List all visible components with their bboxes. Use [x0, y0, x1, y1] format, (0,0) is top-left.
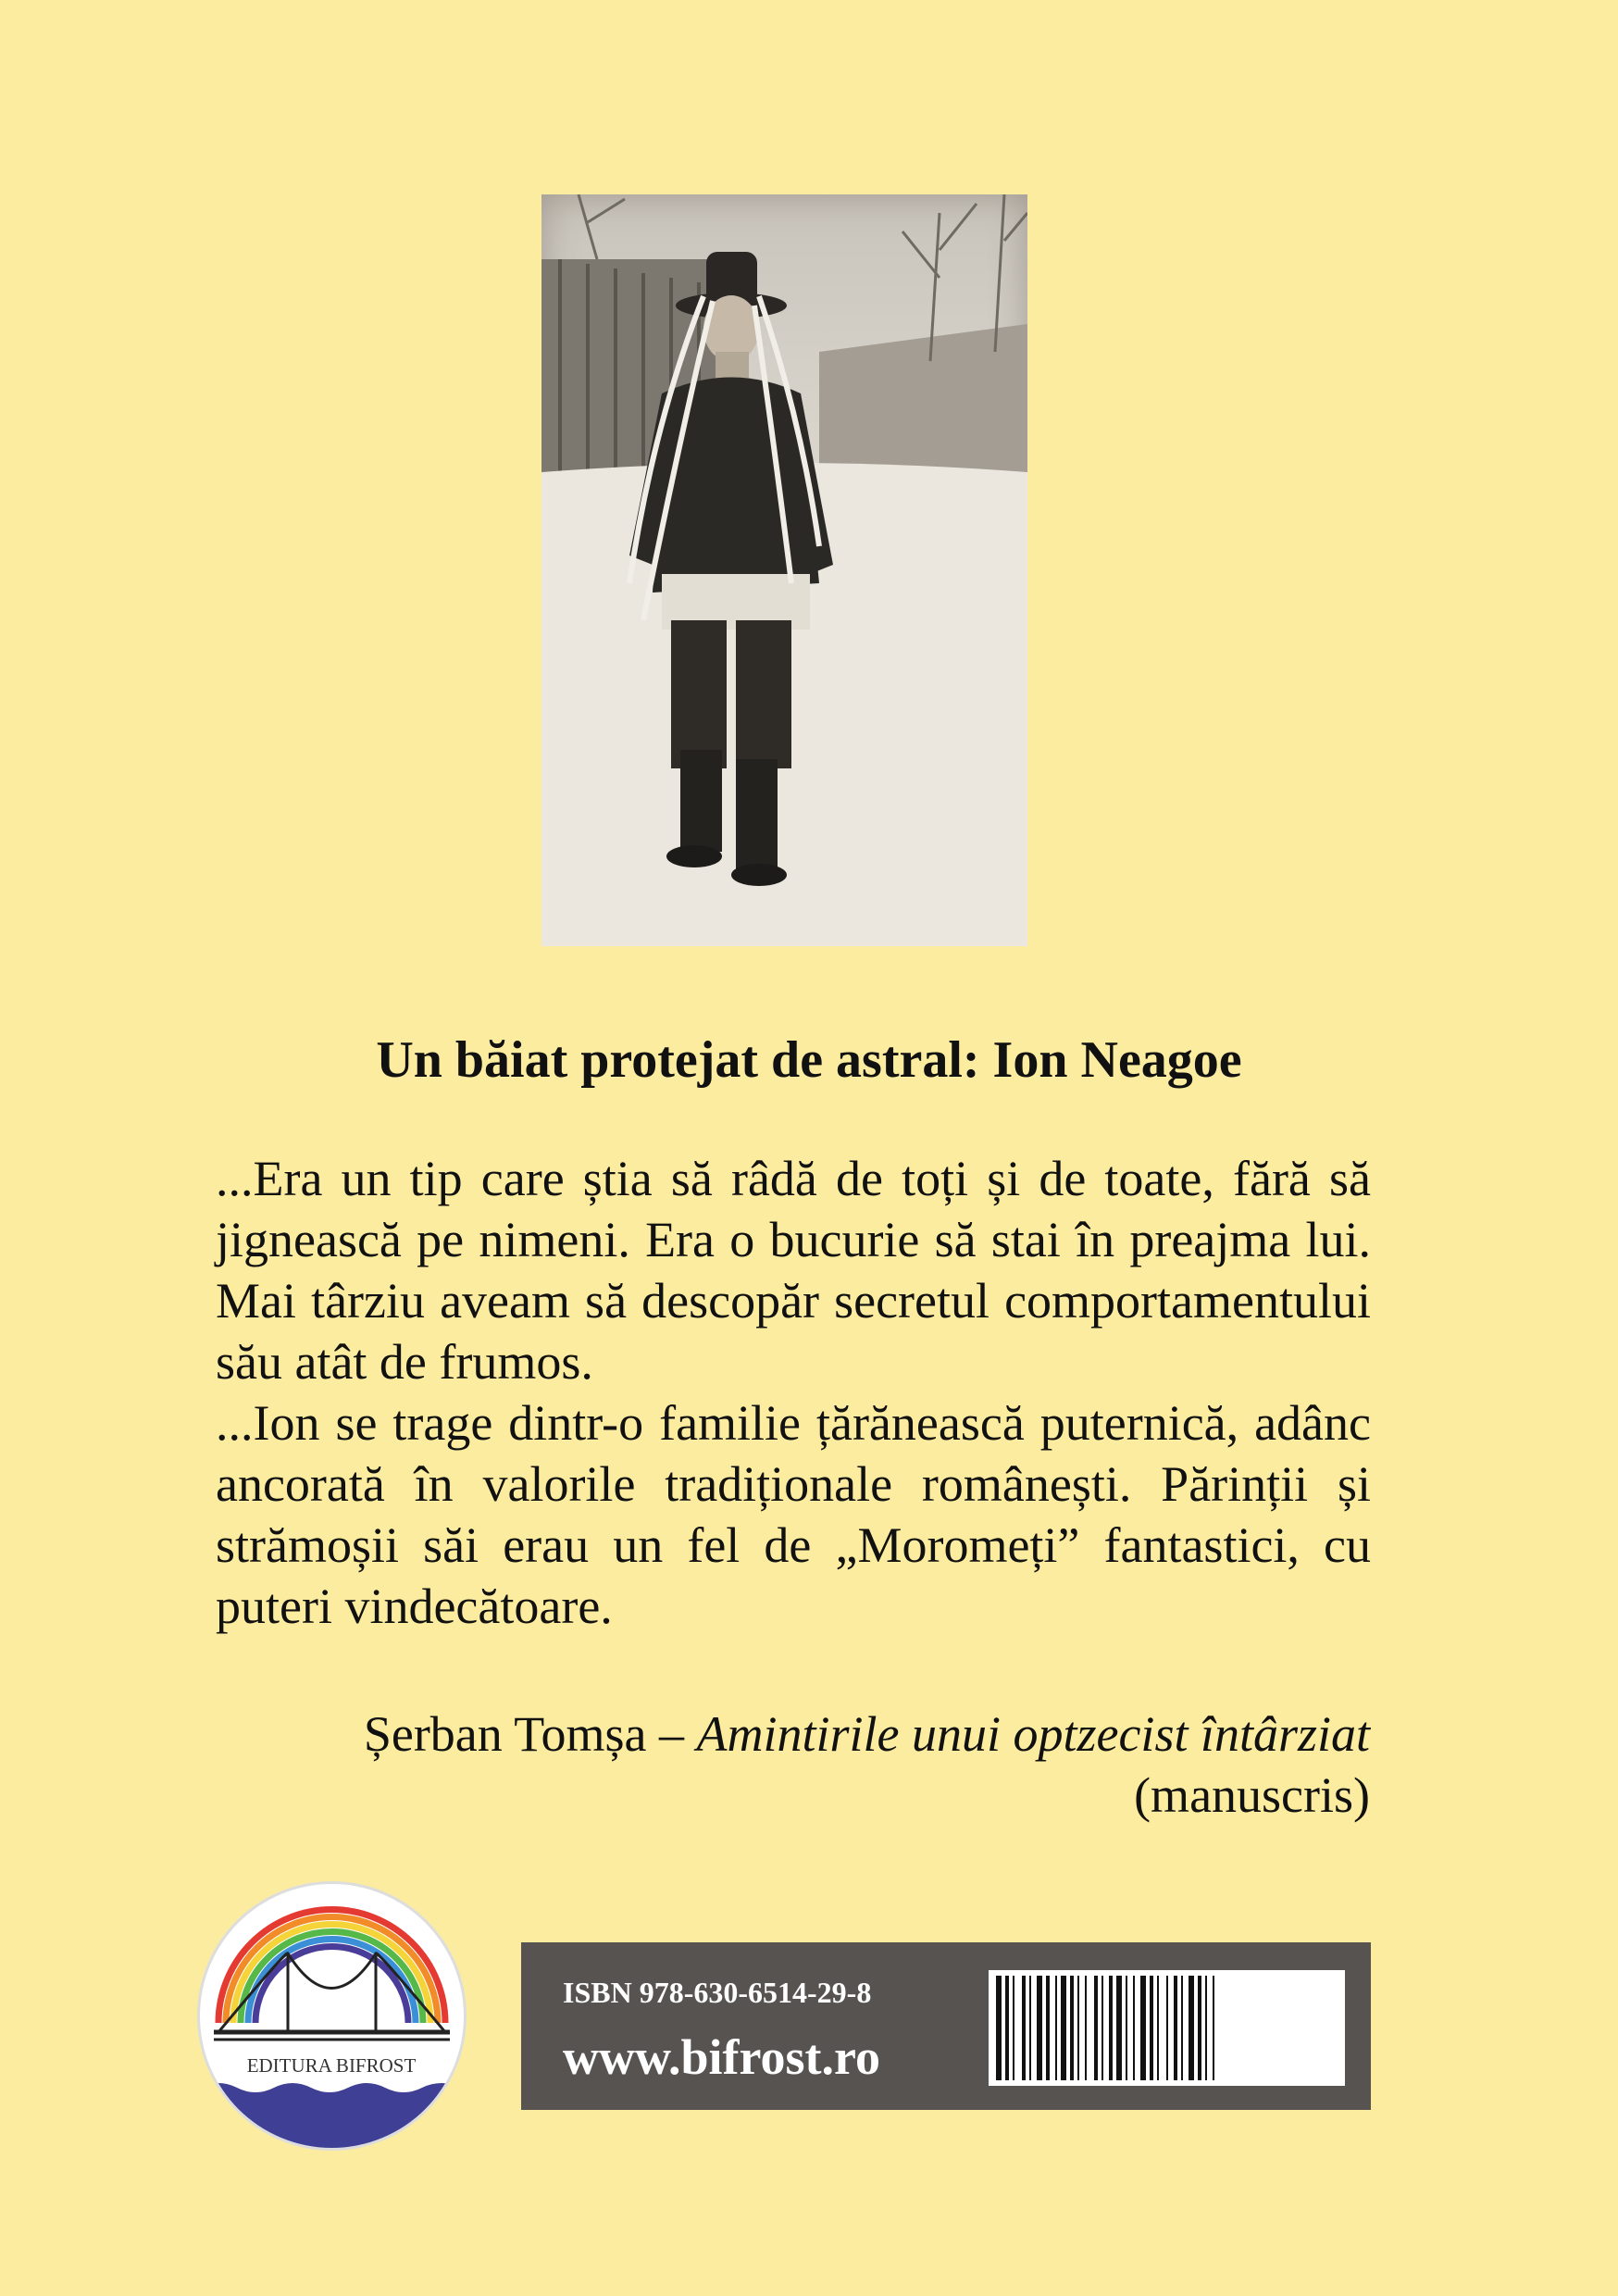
vintage-photo-young-man-in-snow-icon	[541, 194, 1027, 946]
publisher-logo	[200, 1884, 464, 2148]
attribution-note: (manuscris)	[1134, 1767, 1370, 1823]
book-title: Un băiat protejat de astral: Ion Neagoe	[376, 1031, 1242, 1089]
rainbow-bridge-logo-icon	[200, 1884, 464, 2148]
publisher-website: www.bifrost.ro	[563, 2029, 881, 2085]
barcode-icon	[989, 1970, 1345, 2086]
attribution-line	[167, 1703, 1370, 1765]
cover-photo	[541, 194, 1027, 946]
excerpt	[216, 1148, 1371, 1637]
attribution	[167, 1703, 1370, 1826]
excerpt-paragraph-2: ...Ion se trage dintr-o familie țărănească puternică, adânc ancorată în valorile tradiționale românești. Părinții și strămoșii săi erau un fel de „Moromeți” fantastici, cu puteri vindecătoare.	[216, 1395, 1371, 1634]
isbn-number: ISBN 978-630-6514-29-8	[563, 1976, 872, 2009]
barcode	[989, 1970, 1345, 2086]
logo-text: EDITURA BIFROST	[246, 2054, 417, 2077]
attribution-work: Amintirile unui optzecist întârziat	[696, 1706, 1370, 1762]
isbn-block	[521, 1942, 1371, 2110]
attribution-author: Șerban Tomșa –	[363, 1706, 697, 1762]
excerpt-paragraph-1: ...Era un tip care știa să râdă de toți și de toate, fără să jignească pe nimeni. Era o bucurie să stai în preajma lui. Mai târziu aveam să descopăr secretul comportamentului său atât de frumos.	[216, 1151, 1371, 1390]
